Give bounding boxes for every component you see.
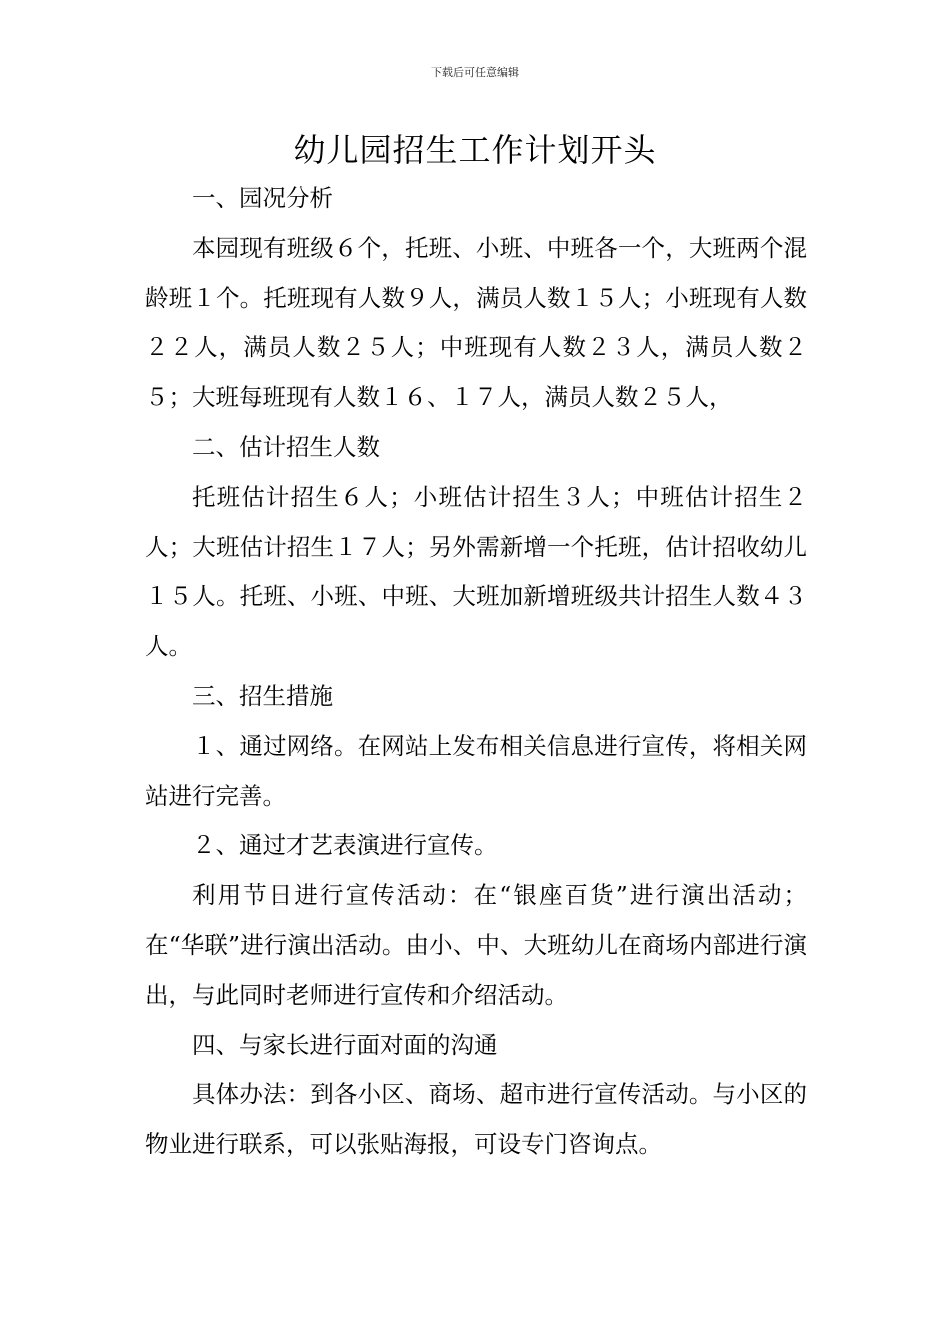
paragraph-holiday-activities: 利用节日进行宣传活动：在“银座百货”进行演出活动；在“华联”进行演出活动。由小、中、大班幼儿在商场内部进行演出，与此同时老师进行宣传和介绍活动。 — [145, 881, 807, 1009]
paragraph-specific-methods: 具体办法：到各小区、商场、超市进行宣传活动。与小区的物业进行联系，可以张贴海报，可设专门咨询点。 — [145, 1080, 807, 1159]
document-title: 幼儿园招生工作计划开头 — [293, 131, 657, 169]
section-heading-estimated-enrollment: 二、估计招生人数 — [192, 432, 380, 461]
paragraph-class-enrollment: 本园现有班级６个，托班、小班、中班各一个，大班两个混龄班１个。托班现有人数９人，满员人数１５人；小班现有人数２２人，满员人数２５人；中班现有人数２３人，满员人数２５；大班每班现有人数１６、１７人，满员人数２５人， — [145, 233, 807, 412]
header-note: 下载后可任意编辑 — [431, 66, 519, 79]
section-heading-enrollment-measures: 三、招生措施 — [192, 681, 333, 710]
paragraph-measure-internet: １、通过网络。在网站上发布相关信息进行宣传，将相关网站进行完善。 — [145, 731, 807, 810]
paragraph-measure-performance: ２、通过才艺表演进行宣传。 — [192, 831, 498, 860]
section-heading-parent-communication: 四、与家长进行面对面的沟通 — [192, 1030, 498, 1059]
paragraph-estimated-enrollment: 托班估计招生６人；小班估计招生３人；中班估计招生２人；大班估计招生１７人；另外需新增一个托班，估计招收幼儿１５人。托班、小班、中班、大班加新增班级共计招生人数４３人。 — [145, 482, 807, 661]
section-heading-situation-analysis: 一、园况分析 — [192, 184, 333, 212]
document-body — [145, 174, 807, 1170]
